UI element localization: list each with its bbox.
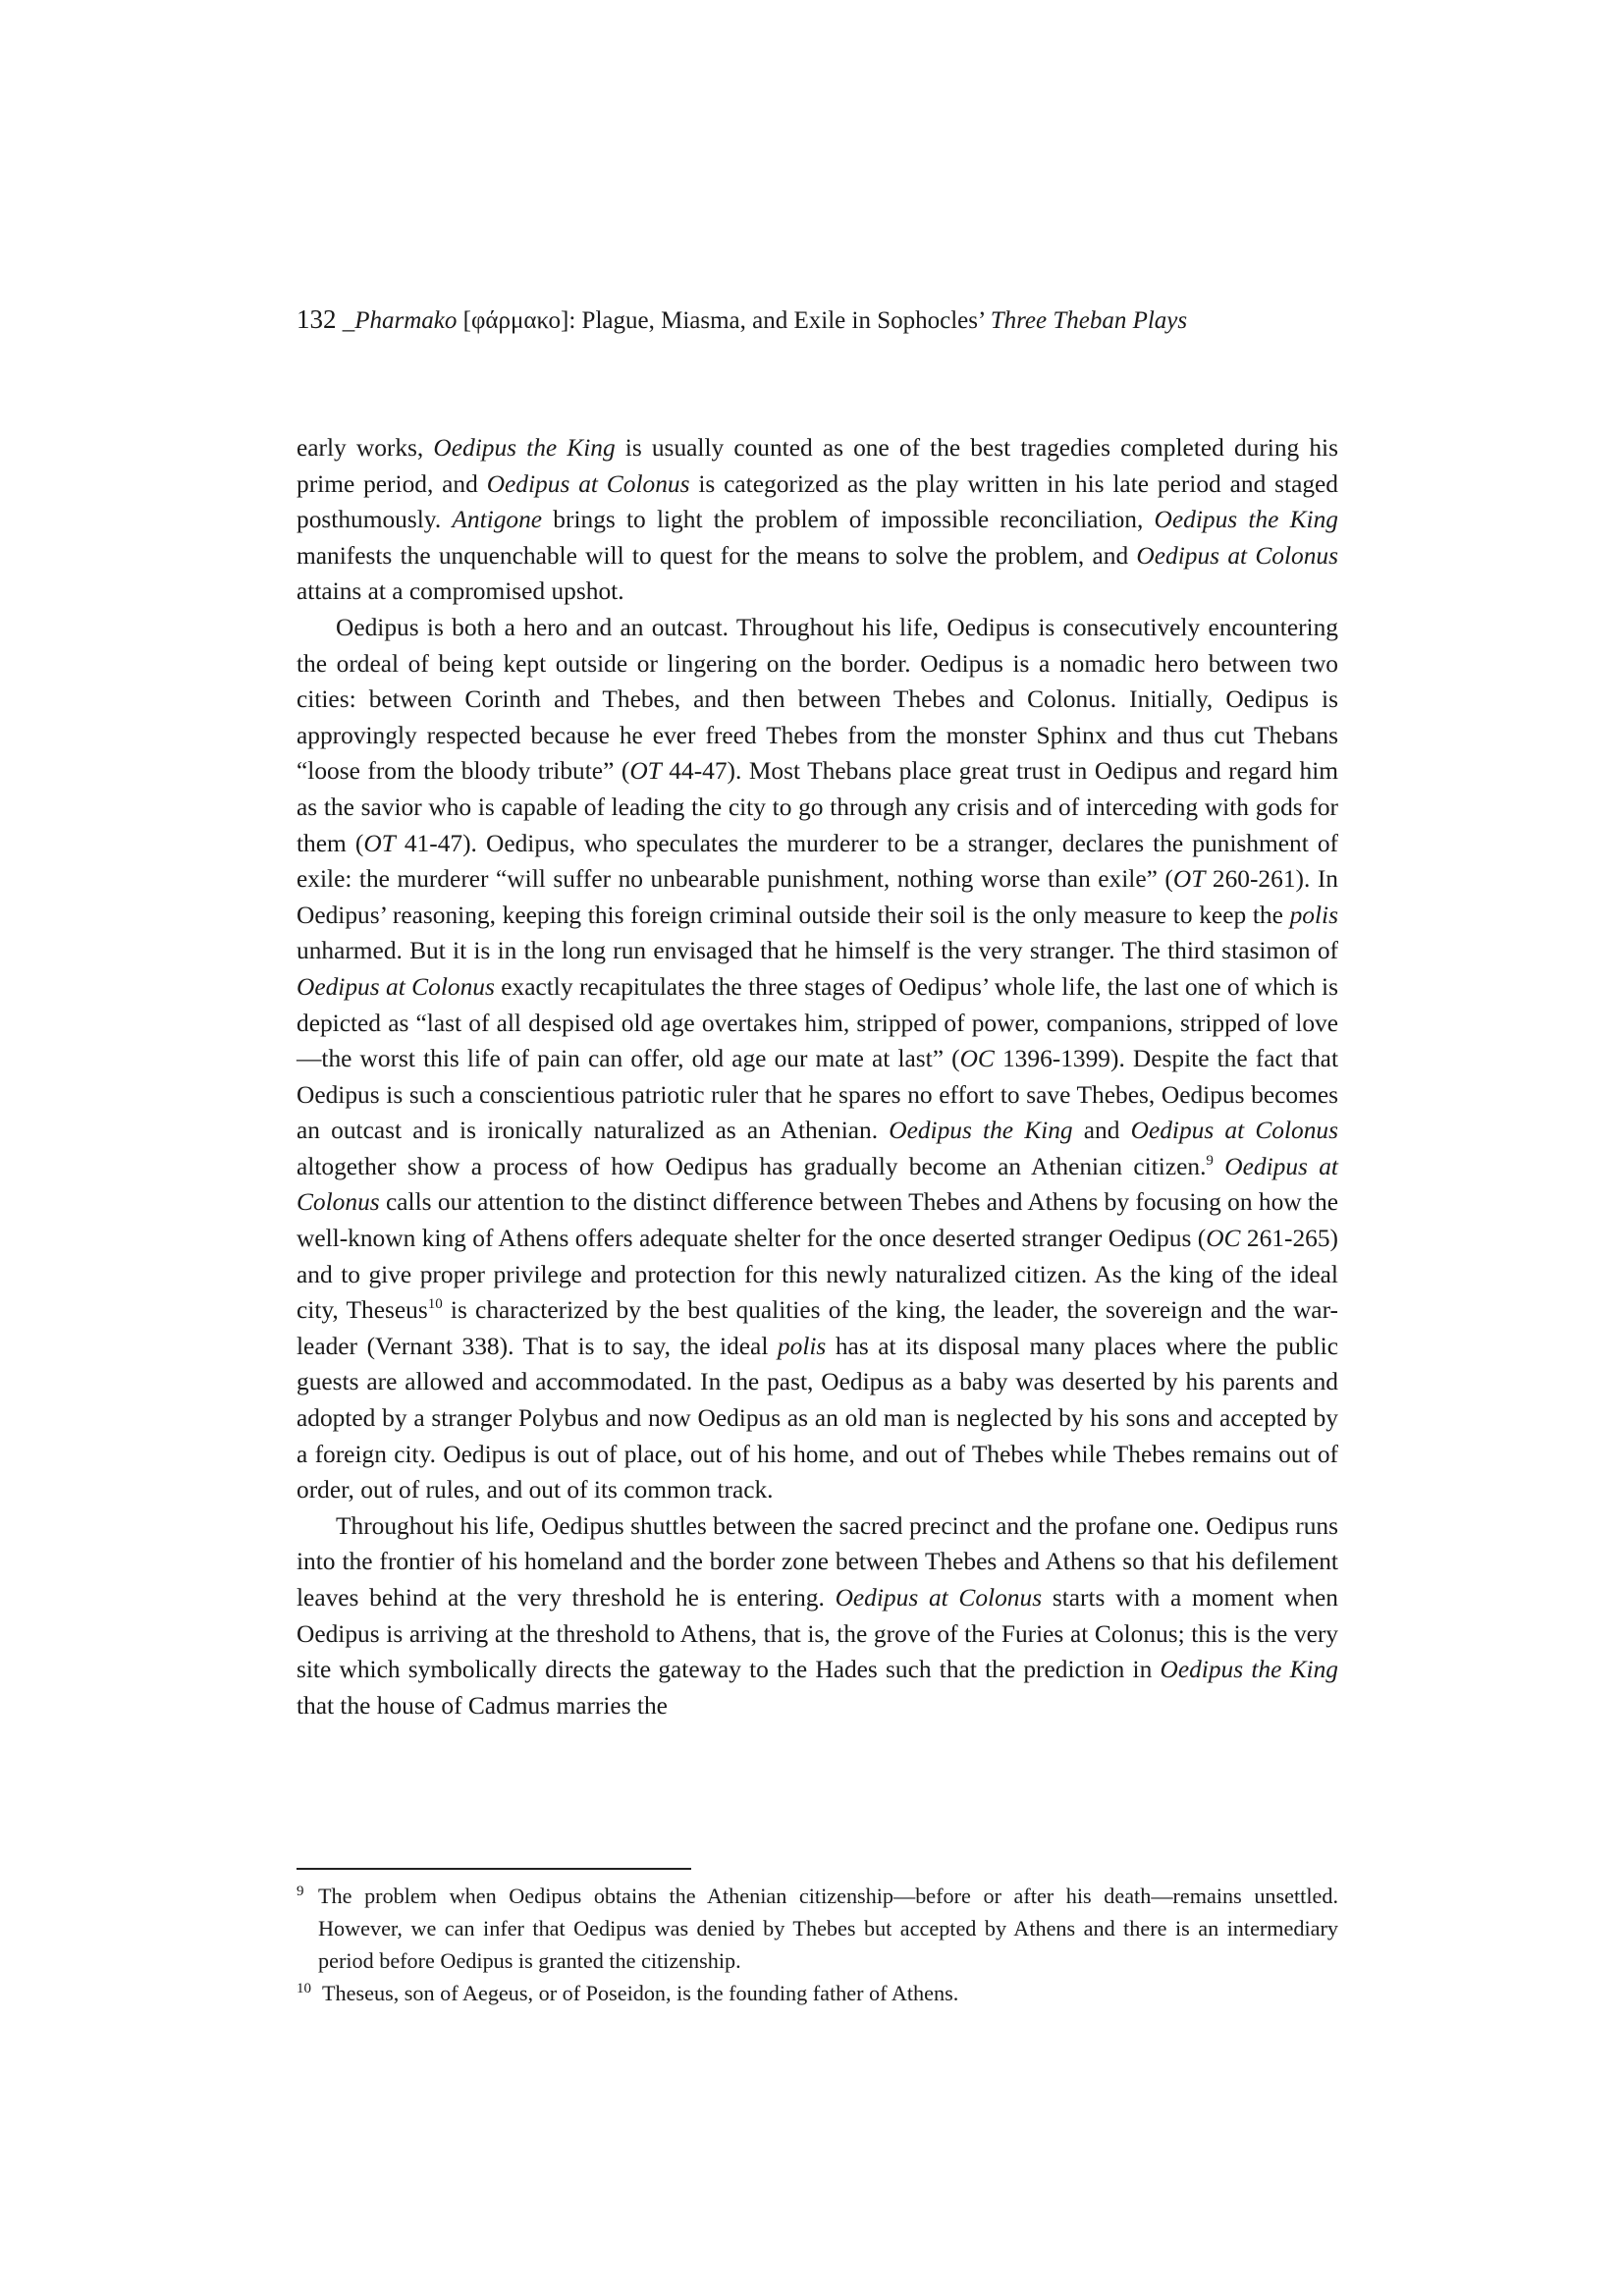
text-run: is categorized as the play written in his late period and staged posthumously.: [297, 469, 1339, 534]
italic-text: Oedipus the King: [889, 1117, 1073, 1145]
text-run: calls our attention to the distinct difference between Thebes and Athens by focusing on how the well-known king of Athens offers adequate shelter for the once deserted stranger Oedipus (: [297, 1188, 1339, 1253]
footnote-divider: [297, 1868, 691, 1870]
italic-text: OT: [629, 757, 662, 786]
text-run: Throughout his life, Oedipus shuttles between the sacred precinct and the profane one. Oedipus runs into the frontier of his homeland and the border zone between Thebes and Athens so that his defilement leaves behind at the very threshold he is entering.: [297, 1511, 1338, 1612]
text-run: attains at a compromised upshot.: [297, 577, 624, 606]
footnotes: [297, 1880, 1338, 2009]
italic-text: OC: [1206, 1225, 1241, 1253]
footnote-text: The problem when Oedipus obtains the Athenian citizenship—before or after his death—remains unsettled. However, we can infer that Oedipus was denied by Thebes but accepted by Athens and there is an intermediary period before Oedipus is granted the citizenship.: [318, 1884, 1338, 1973]
text-run: altogether show a process of how Oedipus has gradually become an Athenian citizen.: [297, 1152, 1207, 1180]
text-run: and: [1072, 1117, 1131, 1145]
italic-text: Antigone: [452, 506, 543, 534]
text-run: early works,: [297, 434, 434, 462]
text-run: 1396-1399). Despite the fact that Oedipus is such a conscientious patriotic ruler that he spares no effort to save Thebes, Oedipus becomes an outcast and is ironically naturalized as an Athenian.: [297, 1045, 1339, 1145]
footnote-reference: 10: [427, 1296, 443, 1313]
italic-text: Oedipus at Colonus: [835, 1584, 1043, 1612]
page-number: 132: [297, 304, 337, 334]
text-run: 260-261). In Oedipus’ reasoning, keeping this foreign criminal outside their soil is the only measure to keep the: [297, 865, 1338, 929]
italic-text: Oedipus at Colonus: [1130, 1117, 1338, 1145]
text-run: manifests the unquenchable will to quest for the means to solve the problem, and: [297, 541, 1137, 570]
text-run: exactly recapitulates the three stages of Oedipus’ whole life, the last one of which is depicted as “last of all despised old age overtakes him, stripped of power, companions, stripped of love—the worst this life of pain can offer, old age our mate at last” (: [297, 972, 1338, 1073]
italic-text: OT: [363, 829, 396, 857]
text-run: has at its disposal many places where the public guests are allowed and accommodated. In the past, Oedipus as a baby was deserted by his parents and adopted by a stranger Polybus and now Oedipus as an old man is neglected by his sons and accepted by a foreign city. Oedipus is out of place, out of his home, and out of Thebes while Thebes remains out of order, out of rules, and out of its common track.: [297, 1332, 1338, 1504]
italic-text: Oedipus at Colonus: [1136, 541, 1338, 570]
text-run: Oedipus is both a hero and an outcast. Throughout his life, Oedipus is consecutively encountering the ordeal of being kept outside or lingering on the border. Oedipus is a nomadic hero between two cities: between Corinth and Thebes, and then between Thebes and Colonus. Initially, Oedipus is approvingly respected because he ever freed Thebes from the monster Sphinx and thus cut Thebans “loose from the bloody tribute” (: [297, 613, 1338, 786]
running-header: [297, 302, 1337, 338]
running-head-italic: Pharmako: [354, 307, 458, 334]
text-run: brings to light the problem of impossible reconciliation,: [542, 506, 1155, 534]
paragraph: [297, 430, 1338, 610]
italic-text: OT: [1172, 865, 1206, 894]
footnote-reference: 9: [1206, 1152, 1214, 1169]
italic-text: Oedipus at Colonus: [297, 1152, 1338, 1217]
running-head-text: [φάρμακο]: Plague, Miasma, and Exile in Sophocles’: [457, 307, 991, 334]
running-head-text: _: [336, 307, 355, 334]
footnote-9: [297, 1880, 1338, 1977]
text-run: unharmed. But it is in the long run envisaged that he himself is the very stranger. The third stasimon of: [297, 937, 1338, 965]
running-head-title: [337, 307, 1188, 334]
italic-text: Oedipus the King: [433, 434, 616, 462]
text-run: 44-47). Most Thebans place great trust in Oedipus and regard him as the savior who is capable of leading the city to go through any crisis and of interceding with gods for them (: [297, 757, 1339, 857]
paragraph: [297, 610, 1338, 1508]
text-run: is characterized by the best qualities of the king, the leader, the sovereign and the war-leader (Vernant 338). That is to say, the ideal: [297, 1296, 1338, 1360]
italic-text: Oedipus the King: [1160, 1656, 1338, 1684]
footnote-marker: 9: [297, 1884, 304, 1899]
text-run: that the house of Cadmus marries the: [297, 1691, 668, 1720]
text-run: 261-265) and to give proper privilege and protection for this newly naturalized citizen. As the king of the ideal city, Theseus: [297, 1225, 1338, 1325]
text-run: is usually counted as one of the best tragedies completed during his prime period, and: [297, 434, 1338, 498]
text-run: [1214, 1153, 1224, 1180]
footnote-text: Theseus, son of Aegeus, or of Poseidon, is the founding father of Athens.: [322, 1981, 959, 2005]
italic-text: OC: [959, 1045, 995, 1073]
text-run: 41-47). Oedipus, who speculates the murderer to be a stranger, declares the punishment of exile: the murderer “will suffer no unbearable punishment, nothing worse than exile” (: [297, 829, 1338, 894]
running-head-italic: Three Theban Plays: [990, 307, 1188, 334]
footnote-10: [297, 1977, 1338, 2009]
body-text: [297, 430, 1338, 1723]
italic-text: polis: [1289, 901, 1338, 929]
italic-text: Oedipus at Colonus: [486, 469, 690, 498]
text-run: starts with a moment when Oedipus is arriving at the threshold to Athens, that is, the grove of the Furies at Colonus; this is the very site which symbolically directs the gateway to the Hades such that the prediction in: [297, 1584, 1338, 1684]
italic-text: polis: [777, 1332, 827, 1360]
paragraph: [297, 1508, 1338, 1724]
footnote-marker: 10: [297, 1981, 311, 1996]
italic-text: Oedipus the King: [1154, 506, 1338, 534]
italic-text: Oedipus at Colonus: [297, 972, 495, 1001]
